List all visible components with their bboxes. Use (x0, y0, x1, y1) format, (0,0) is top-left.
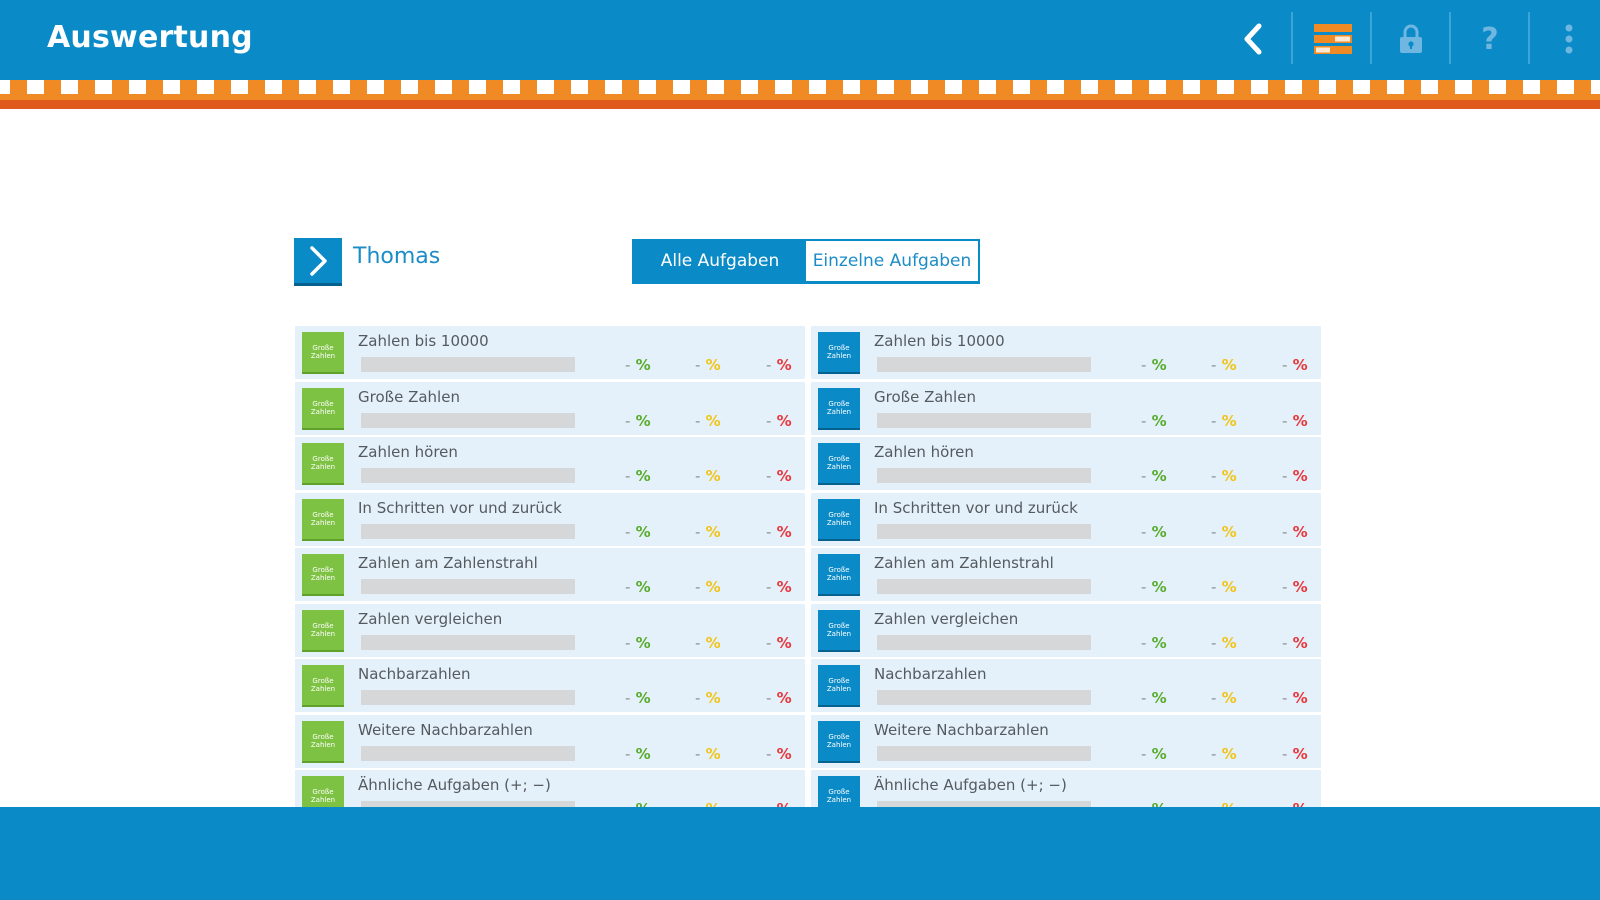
list-view-icon (1313, 23, 1353, 55)
task-title: In Schritten vor und zurück (358, 498, 562, 517)
task-tile-label: Große Zahlen (826, 621, 852, 638)
progress-bar (361, 468, 575, 483)
toolbar-divider (1291, 12, 1293, 64)
percent-wrong: - % (766, 578, 792, 596)
task-title: Nachbarzahlen (358, 665, 471, 683)
task-tile-icon (818, 443, 860, 485)
task-tile-icon (818, 554, 860, 596)
task-row[interactable] (811, 604, 1321, 657)
task-row[interactable] (295, 715, 805, 768)
more-menu-button[interactable] (1538, 8, 1600, 70)
help-icon: ? (1481, 21, 1499, 57)
percent-correct: - % (625, 744, 651, 763)
task-row[interactable] (811, 437, 1321, 490)
task-title: Zahlen hören (358, 443, 458, 461)
percent-partial: - % (1211, 356, 1237, 374)
percent-correct: - % (625, 467, 651, 485)
task-title: Nachbarzahlen (874, 665, 987, 683)
percent-wrong: - % (1282, 633, 1308, 652)
progress-bar (877, 579, 1091, 594)
task-tile-icon (302, 332, 344, 374)
task-row[interactable] (295, 659, 805, 712)
percent-partial: - % (1211, 467, 1237, 485)
progress-bar (361, 524, 575, 539)
task-title: Zahlen bis 10000 (874, 332, 1005, 350)
task-tile-label: Große Zahlen (826, 399, 852, 416)
task-tile-label: Große Zahlen (310, 621, 336, 638)
task-tile-label: Große Zahlen (826, 788, 852, 804)
percent-correct: - % (1141, 633, 1167, 652)
percent-wrong: - % (1282, 467, 1308, 485)
percent-wrong: - % (766, 689, 792, 707)
percent-wrong: - % (766, 467, 792, 485)
percent-correct: - % (625, 356, 651, 374)
percent-partial: - % (1211, 633, 1237, 652)
task-title: In Schritten vor und zurück (874, 498, 1078, 517)
task-row[interactable] (295, 326, 805, 379)
percent-partial: - % (1211, 689, 1237, 707)
task-tile-label: Große Zahlen (826, 455, 852, 471)
toolbar-divider (1449, 12, 1451, 64)
percent-wrong: - % (1282, 356, 1308, 374)
percent-correct: - % (625, 578, 651, 596)
percent-wrong: - % (1282, 689, 1308, 707)
student-select-button[interactable] (294, 238, 342, 286)
task-filter-toggle (632, 239, 980, 284)
task-title: Weitere Nachbarzahlen (358, 720, 533, 739)
percent-partial: - % (695, 744, 721, 763)
task-title: Zahlen vergleichen (874, 609, 1019, 628)
progress-bar (361, 635, 575, 650)
task-tile-icon (818, 665, 860, 707)
task-tile-label: Große Zahlen (310, 510, 336, 527)
task-list-right (811, 326, 1321, 826)
task-row[interactable] (811, 715, 1321, 768)
percent-partial: - % (1211, 411, 1237, 430)
single-tasks-tab[interactable]: Einzelne Aufgaben (806, 241, 978, 281)
more-vertical-icon (1564, 23, 1574, 55)
percent-wrong: - % (766, 633, 792, 652)
task-tile-label: Große Zahlen (826, 510, 852, 527)
back-button[interactable] (1222, 8, 1284, 70)
percent-correct: - % (1141, 467, 1167, 485)
task-row[interactable] (295, 548, 805, 601)
task-tile-icon (302, 554, 344, 596)
percent-partial: - % (695, 356, 721, 374)
decorative-stripe (0, 76, 1600, 110)
task-row[interactable] (811, 382, 1321, 435)
lock-button[interactable] (1380, 8, 1442, 70)
task-title: Zahlen vergleichen (358, 609, 503, 628)
student-name: Thomas (353, 244, 441, 269)
task-tile-icon (302, 388, 344, 430)
task-tile-label: Große Zahlen (826, 344, 852, 360)
task-row[interactable] (295, 604, 805, 657)
task-row[interactable] (811, 548, 1321, 601)
percent-partial: - % (1211, 522, 1237, 541)
percent-correct: - % (1141, 522, 1167, 541)
task-title: Große Zahlen (874, 387, 976, 406)
percent-correct: - % (1141, 689, 1167, 707)
task-tile-label: Große Zahlen (310, 566, 336, 582)
task-tile-icon (302, 499, 344, 541)
page-title: Auswertung (47, 20, 253, 55)
percent-partial: - % (1211, 578, 1237, 596)
task-title: Zahlen bis 10000 (358, 332, 489, 350)
task-row[interactable] (295, 437, 805, 490)
percent-wrong: - % (766, 522, 792, 541)
chevron-right-icon (307, 245, 329, 277)
task-tile-label: Große Zahlen (310, 344, 336, 360)
help-button[interactable] (1459, 8, 1521, 70)
progress-bar (361, 746, 575, 761)
task-title: Ähnliche Aufgaben (+; −) (358, 776, 551, 794)
percent-partial: - % (695, 633, 721, 652)
task-title: Ähnliche Aufgaben (+; −) (874, 776, 1067, 794)
percent-partial: - % (695, 689, 721, 707)
task-tile-icon (818, 499, 860, 541)
percent-correct: - % (1141, 744, 1167, 763)
percent-correct: - % (625, 689, 651, 707)
progress-bar (877, 524, 1091, 539)
task-tile-label: Große Zahlen (826, 677, 852, 693)
percent-wrong: - % (1282, 522, 1308, 541)
all-tasks-tab[interactable]: Alle Aufgaben (634, 241, 806, 281)
task-row[interactable] (811, 659, 1321, 712)
stripe-pattern-icon (0, 76, 1600, 110)
percent-wrong: - % (766, 411, 792, 430)
task-row[interactable] (295, 493, 805, 546)
task-tile-icon (818, 388, 860, 430)
task-tile-icon (302, 665, 344, 707)
percent-wrong: - % (766, 356, 792, 374)
task-row[interactable] (811, 326, 1321, 379)
percent-partial: - % (1211, 744, 1237, 763)
task-title: Zahlen am Zahlenstrahl (358, 554, 538, 572)
task-tile-icon (818, 721, 860, 763)
task-title: Weitere Nachbarzahlen (874, 720, 1049, 739)
progress-bar (877, 357, 1091, 372)
task-tile-icon (302, 721, 344, 763)
percent-correct: - % (1141, 411, 1167, 430)
task-tile-label: Große Zahlen (310, 455, 336, 471)
progress-bar (877, 690, 1091, 705)
task-title: Große Zahlen (358, 387, 460, 406)
percent-partial: - % (695, 578, 721, 596)
task-tile-icon (818, 332, 860, 374)
percent-correct: - % (625, 633, 651, 652)
percent-partial: - % (695, 522, 721, 541)
task-list-left (295, 326, 805, 826)
percent-partial: - % (695, 411, 721, 430)
list-view-button[interactable] (1302, 8, 1364, 70)
percent-correct: - % (625, 411, 651, 430)
app-header (0, 0, 1600, 80)
progress-bar (361, 579, 575, 594)
task-tile-icon (818, 610, 860, 652)
percent-wrong: - % (1282, 578, 1308, 596)
lock-icon (1398, 23, 1424, 55)
progress-bar (361, 690, 575, 705)
task-tile-label: Große Zahlen (310, 732, 336, 749)
task-tile-label: Große Zahlen (310, 788, 336, 804)
percent-wrong: - % (1282, 411, 1308, 430)
percent-wrong: - % (766, 744, 792, 763)
task-tile-icon (302, 610, 344, 652)
progress-bar (361, 357, 575, 372)
content-area (0, 110, 1600, 807)
toolbar-divider (1370, 12, 1372, 64)
bottom-bar (0, 807, 1600, 900)
task-title: Zahlen hören (874, 443, 974, 461)
task-row[interactable] (811, 493, 1321, 546)
back-chevron-icon (1239, 21, 1267, 57)
percent-correct: - % (1141, 578, 1167, 596)
task-tile-label: Große Zahlen (826, 732, 852, 749)
task-title: Zahlen am Zahlenstrahl (874, 554, 1054, 572)
progress-bar (877, 468, 1091, 483)
percent-correct: - % (1141, 356, 1167, 374)
progress-bar (877, 635, 1091, 650)
task-tile-label: Große Zahlen (310, 399, 336, 416)
task-tile-icon (302, 443, 344, 485)
progress-bar (877, 746, 1091, 761)
percent-partial: - % (695, 467, 721, 485)
percent-wrong: - % (1282, 744, 1308, 763)
percent-correct: - % (625, 522, 651, 541)
task-tile-label: Große Zahlen (826, 566, 852, 582)
progress-bar (877, 413, 1091, 428)
toolbar-divider (1528, 12, 1530, 64)
task-row[interactable] (295, 382, 805, 435)
progress-bar (361, 413, 575, 428)
task-tile-label: Große Zahlen (310, 677, 336, 693)
